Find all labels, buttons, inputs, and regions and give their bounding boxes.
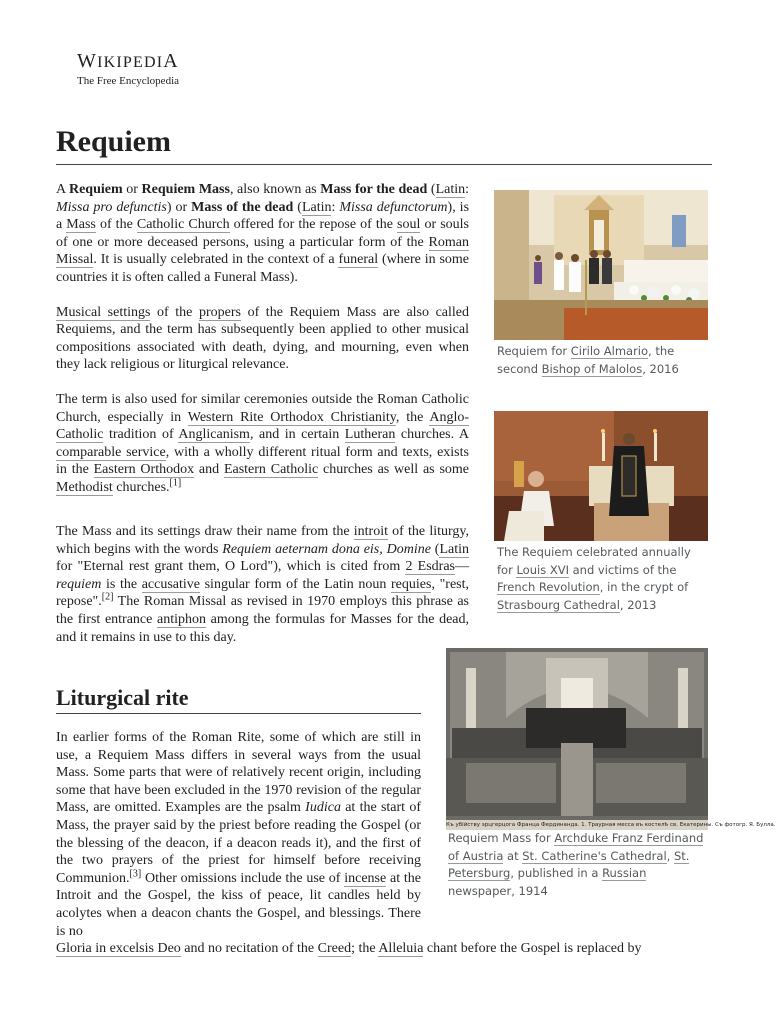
- link-methodist[interactable]: Methodist: [56, 479, 113, 495]
- title-divider: [56, 164, 712, 165]
- figure-louis-xvi-requiem: [494, 411, 708, 614]
- section-divider: [56, 713, 421, 714]
- link-requiem-mass[interactable]: Requiem Mass for: [448, 831, 555, 845]
- link-requies[interactable]: requies: [391, 576, 432, 592]
- paragraph-1: A Requiem or Requiem Mass, also known as Mass for the dead (Latin: Missa pro defunctis) or Mass of the dead (Latin: Missa defunctorum), is a Mass of the Catholic Church offered for the repose of the soul or souls of one or more deceased persons, using a particular form of the Roman Missal. It is usually celebrated in the context of a funeral (where in some countries it is often called a Funeral Mass).: [56, 182, 470, 285]
- link-musical-settings[interactable]: Musical settings: [56, 304, 151, 320]
- reference-2[interactable]: [2]: [101, 591, 114, 603]
- figure-cirilo-almario-requiem: [494, 190, 708, 378]
- link-archduke-franz-ferdinand[interactable]: Archduke Franz Ferdinand of Austria: [448, 831, 704, 863]
- paragraph-4-block: [56, 523, 469, 646]
- link-funeral[interactable]: funeral: [338, 252, 379, 268]
- link-mass[interactable]: Mass: [66, 217, 96, 233]
- link-anglo-catholic[interactable]: Anglo-Catholic: [56, 409, 470, 443]
- link-western-rite[interactable]: Western Rite Orthodox Christianity: [187, 409, 396, 425]
- link-catholic-church[interactable]: Catholic Church: [136, 217, 230, 233]
- link-st-petersburg[interactable]: St. Petersburg: [448, 848, 690, 881]
- link-comparable-service[interactable]: comparable service: [56, 444, 166, 460]
- link-latin[interactable]: Latin: [439, 541, 470, 557]
- link-st-catherines-cathedral[interactable]: St. Catherine's Cathedral: [522, 848, 667, 863]
- figure-caption: The Requiem celebrated annually for Louis XVI and victims of the French Revolution, in the crypt of Strasbourg Cathedral, 2013: [497, 545, 691, 612]
- link-french-revolution[interactable]: French Revolution: [497, 580, 600, 595]
- paragraph-3: The term is also used for similar ceremonies outside the Roman Catholic Church, especially in Western Rite Orthodox Christianity, the Anglo-Catholic tradition of Anglicanism, and in certain Lutheran churches. A comparable service, with a wholly different ritual form and texts, exists in the Eastern Orthodox and Eastern Catholic churches as well as some Methodist churches.[1]: [56, 391, 470, 495]
- link-eastern-orthodox[interactable]: Eastern Orthodox: [93, 462, 195, 478]
- article-intro: [56, 181, 469, 497]
- paragraph-5-last-line: Gloria in excelsis Deo and no recitation of the Creed; the Alleluia chant before the Gospel is replaced by: [56, 941, 642, 956]
- reference-1[interactable]: [1]: [169, 477, 182, 489]
- link-latin[interactable]: Latin: [301, 199, 332, 215]
- link-louis-xvi[interactable]: Louis XVI: [516, 562, 569, 577]
- link-incense[interactable]: incense: [344, 870, 387, 886]
- link-cirilo-almario[interactable]: Cirilo Almario: [570, 344, 649, 358]
- paragraph-5: In earlier forms of the Roman Rite, some of which are still in use, a Requiem Mass differs in several ways from the usual Mass. Some parts that were of relatively recent origin, including some that have been excluded in the 1970 revision of the regular Mass, are omitted. Examples are the psalm Iudica at the start of Mass, the prayer said by the priest before reading the Gospel (or the blessing of the deacon, if a deacon reads it), and the first of the two prayers of the priest for himself before receiving Communion.[3] Other omissions include the use of incense at the Introit and the Gospel, the kiss of peace, lit candles held by acolytes when a deacon chants the Gospel, and blessings. There is no: [56, 730, 421, 939]
- figure-caption: Requiem for Cirilo Almario, the second Bishop of Malolos, 2016: [497, 344, 679, 376]
- figure-caption: Requiem Mass for Archduke Franz Ferdinand of Austria at St. Catherine's Cathedral, St. Petersburg, published in a Russian newspaper, 1914: [448, 831, 704, 898]
- church-interior-photo[interactable]: [494, 190, 708, 340]
- newspaper-photo[interactable]: [446, 648, 776, 830]
- link-russian[interactable]: Russian: [602, 866, 647, 881]
- figure-franz-ferdinand-requiem: [446, 648, 776, 900]
- link-introit[interactable]: introit: [353, 524, 388, 539]
- page-title: Requiem: [56, 125, 171, 158]
- wikipedia-tagline: The Free Encyclopedia: [77, 75, 180, 87]
- newspaper-banner: Къ убійству эрцгерцога Франца Фердинанда. 1. Траурная месса въ костелѣ св. Екатерины. Съ фотогр. Я. Булла.: [446, 822, 776, 828]
- link-2-esdras[interactable]: 2 Esdras: [405, 559, 456, 575]
- wikipedia-logo[interactable]: [77, 50, 179, 88]
- link-gloria[interactable]: Gloria in excelsis Deo: [56, 941, 181, 956]
- link-antiphon[interactable]: antiphon: [157, 611, 206, 627]
- link-anglicanism[interactable]: Anglicanism: [178, 427, 250, 443]
- link-creed[interactable]: Creed: [317, 941, 352, 956]
- link-latin[interactable]: Latin: [435, 182, 466, 197]
- link-propers[interactable]: propers: [198, 304, 241, 320]
- reference-3[interactable]: [3]: [129, 868, 142, 880]
- paragraph-2: Musical settings of the propers of the Requiem Mass are also called Requiems, and the term has subsequently been applied to other musical compositions associated with death, dying, and mourning, even when they lack religious or liturgical relevance.: [56, 304, 469, 373]
- section-heading-liturgical-rite: Liturgical rite: [56, 685, 189, 710]
- link-roman-missal[interactable]: Roman Missal: [56, 234, 469, 268]
- paragraph-5-block: [56, 729, 421, 940]
- link-strasbourg-cathedral[interactable]: Strasbourg Cathedral: [497, 597, 620, 612]
- link-lutheran[interactable]: Lutheran: [344, 427, 396, 443]
- wikipedia-wordmark: WIKIPEDIA: [77, 50, 179, 72]
- link-soul[interactable]: soul: [397, 217, 421, 233]
- crypt-mass-photo[interactable]: [494, 411, 708, 541]
- link-eastern-catholic[interactable]: Eastern Catholic: [223, 462, 319, 478]
- link-alleluia[interactable]: Alleluia: [378, 941, 424, 956]
- link-bishop-of-malolos[interactable]: Bishop of Malolos: [541, 361, 643, 376]
- link-accusative[interactable]: accusative: [141, 576, 200, 592]
- paragraph-4: The Mass and its settings draw their name from the introit of the liturgy, which begins with the words Requiem aeternam dona eis, Domine (Latin for "Eternal rest grant them, O Lord"), which is cited from 2 Esdras—requiem is the accusative singular form of the Latin noun requies, "rest, repose".[2] The Roman Missal as revised in 1970 employs this phrase as the first entrance antiphon among the formulas for Masses for the dead, and it remains in use to this day.: [56, 524, 470, 645]
